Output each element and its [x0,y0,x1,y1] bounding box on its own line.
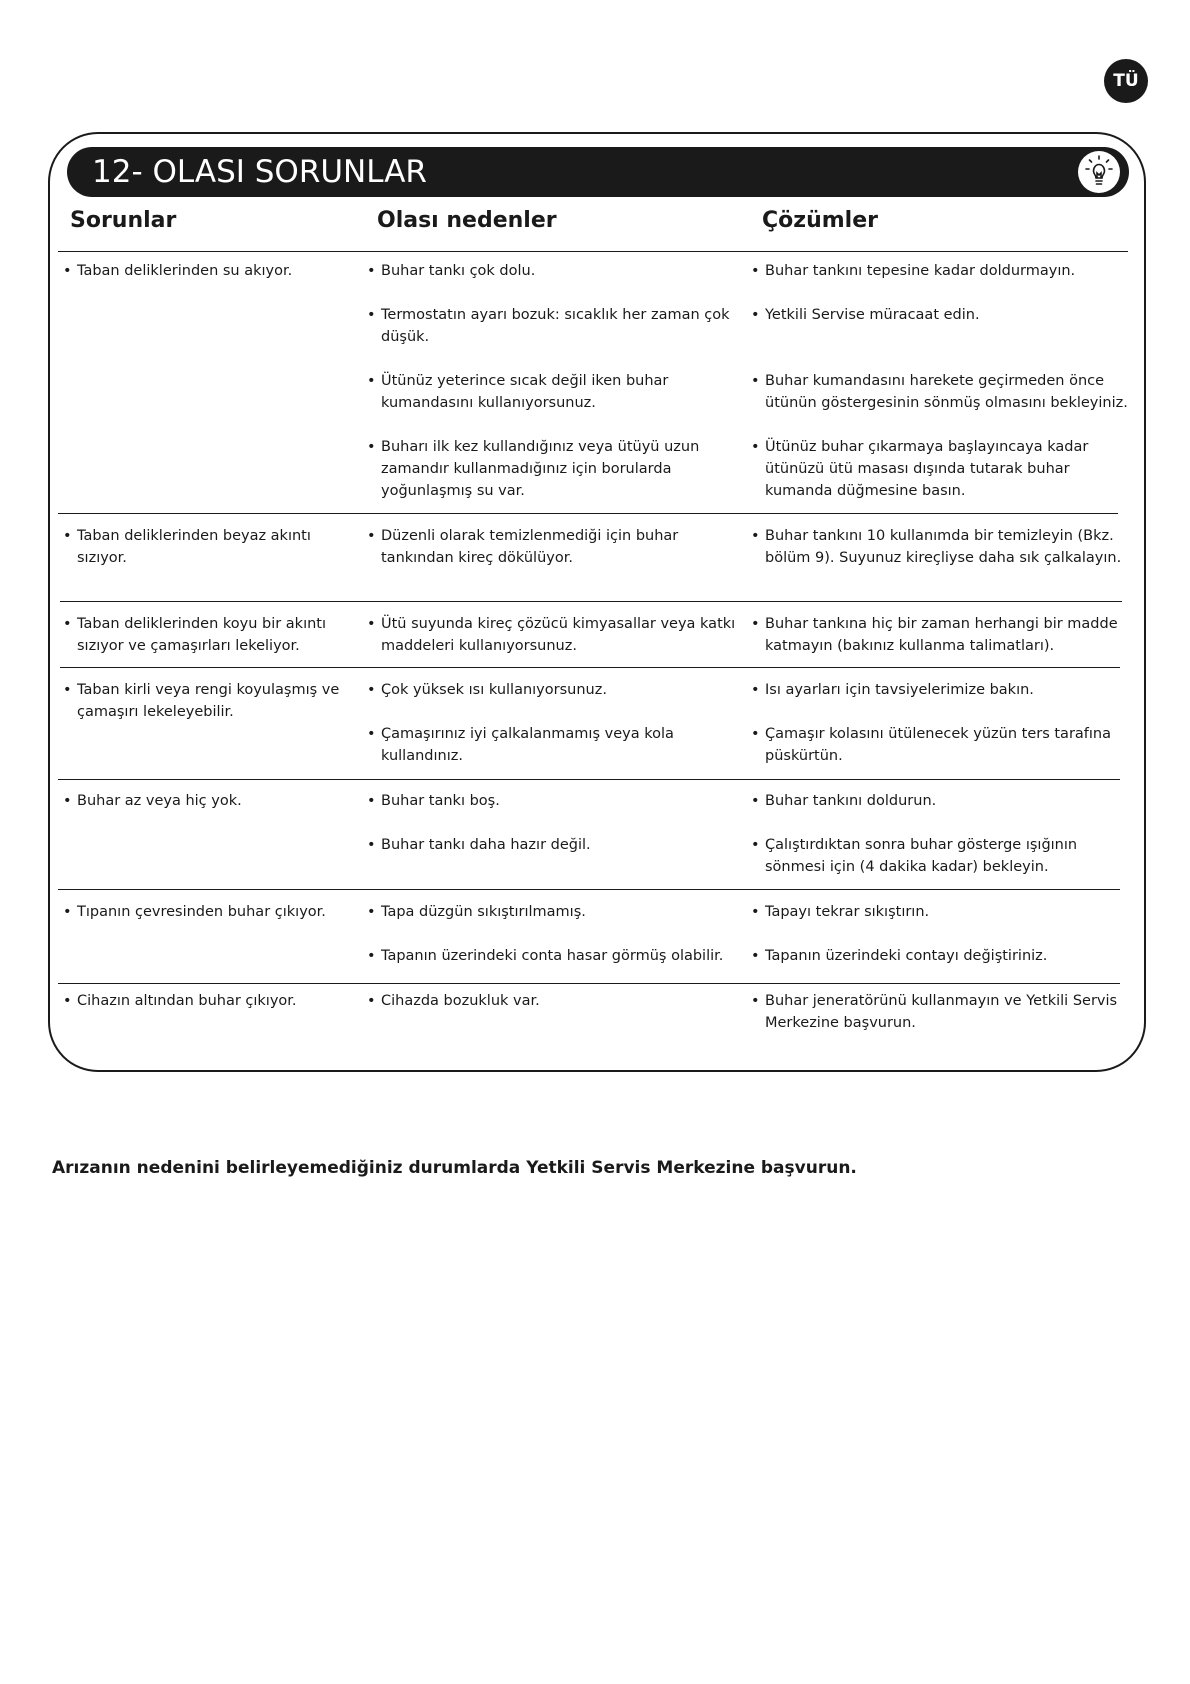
solution-cell: • Tapayı tekrar sıkıştırın. [750,901,1135,923]
problem-cell: • Tıpanın çevresinden buhar çıkıyor. [62,901,352,923]
column-header-solutions: Çözümler [762,208,878,233]
solution-cell: • Buhar jeneratörünü kullanmayın ve Yetkili Servis Merkezine başvurun. [750,990,1135,1034]
cause-cell: • Ütünüz yeterince sıcak değil iken buhar kumandasını kullanıyorsunuz. [366,370,736,414]
column-header-causes: Olası nedenler [377,208,557,233]
row-divider [58,513,1118,514]
row-divider [58,779,1120,780]
row-divider [60,601,1122,602]
row-divider [60,667,1120,668]
problem-cell: • Cihazın altından buhar çıkıyor. [62,990,352,1012]
footer-note: Arızanın nedenini belirleyemediğiniz durumlarda Yetkili Servis Merkezine başvurun. [52,1158,857,1178]
problem-cell: • Taban kirli veya rengi koyulaşmış ve çamaşırı lekeleyebilir. [62,679,352,723]
solution-cell: • Buhar tankını 10 kullanımda bir temizleyin (Bkz. bölüm 9). Suyunuz kireçliyse daha sık çalkalayın. [750,525,1135,569]
cause-cell: • Tapanın üzerindeki conta hasar görmüş olabilir. [366,945,736,967]
cause-cell: • Tapa düzgün sıkıştırılmamış. [366,901,736,923]
cause-cell: • Çok yüksek ısı kullanıyorsunuz. [366,679,736,701]
cause-cell: • Termostatın ayarı bozuk: sıcaklık her zaman çok düşük. [366,304,736,348]
solution-cell: • Buhar tankını doldurun. [750,790,1135,812]
cause-cell: • Buhar tankı daha hazır değil. [366,834,736,856]
cause-cell: • Cihazda bozukluk var. [366,990,736,1012]
solution-cell: • Buhar kumandasını harekete geçirmeden önce ütünün göstergesinin sönmüş olmasını bekleyiniz. [750,370,1135,414]
row-divider [58,889,1120,890]
section-title-bar [67,147,1129,197]
cause-cell: • Düzenli olarak temizlenmediği için buhar tankından kireç dökülüyor. [366,525,736,569]
cause-cell: • Ütü suyunda kireç çözücü kimyasallar veya katkı maddeleri kullanıyorsunuz. [366,613,736,657]
solution-cell: • Tapanın üzerindeki contayı değiştiriniz. [750,945,1135,967]
problem-cell: • Taban deliklerinden beyaz akıntı sızıyor. [62,525,352,569]
row-divider [58,983,1120,984]
cause-cell: • Buhar tankı boş. [366,790,736,812]
solution-cell: • Buhar tankını tepesine kadar doldurmayın. [750,260,1135,282]
cause-cell: • Buhar tankı çok dolu. [366,260,736,282]
solution-cell: • Çalıştırdıktan sonra buhar gösterge ışığının sönmesi için (4 dakika kadar) bekleyin. [750,834,1135,878]
solution-cell: • Yetkili Servise müracaat edin. [750,304,1135,326]
section-title: 12- OLASI SORUNLAR [92,154,427,190]
problem-cell: • Taban deliklerinden su akıyor. [62,260,352,282]
problem-cell: • Buhar az veya hiç yok. [62,790,352,812]
lightbulb-icon [1078,151,1120,193]
solution-cell: • Isı ayarları için tavsiyelerimize bakın. [750,679,1135,701]
solution-cell: • Çamaşır kolasını ütülenecek yüzün ters tarafına püskürtün. [750,723,1135,767]
problem-cell: • Taban deliklerinden koyu bir akıntı sızıyor ve çamaşırları lekeliyor. [62,613,352,657]
column-header-problems: Sorunlar [70,208,177,233]
solution-cell: • Buhar tankına hiç bir zaman herhangi bir madde katmayın (bakınız kullanma talimatları). [750,613,1135,657]
language-badge: TÜ [1104,59,1148,103]
header-divider [58,251,1128,252]
cause-cell: • Çamaşırınız iyi çalkalanmamış veya kola kullandınız. [366,723,736,767]
cause-cell: • Buharı ilk kez kullandığınız veya ütüyü uzun zamandır kullanmadığınız için borularda yoğunlaşmış su var. [366,436,736,502]
solution-cell: • Ütünüz buhar çıkarmaya başlayıncaya kadar ütünüzü ütü masası dışında tutarak buhar kumanda düğmesine basın. [750,436,1135,502]
